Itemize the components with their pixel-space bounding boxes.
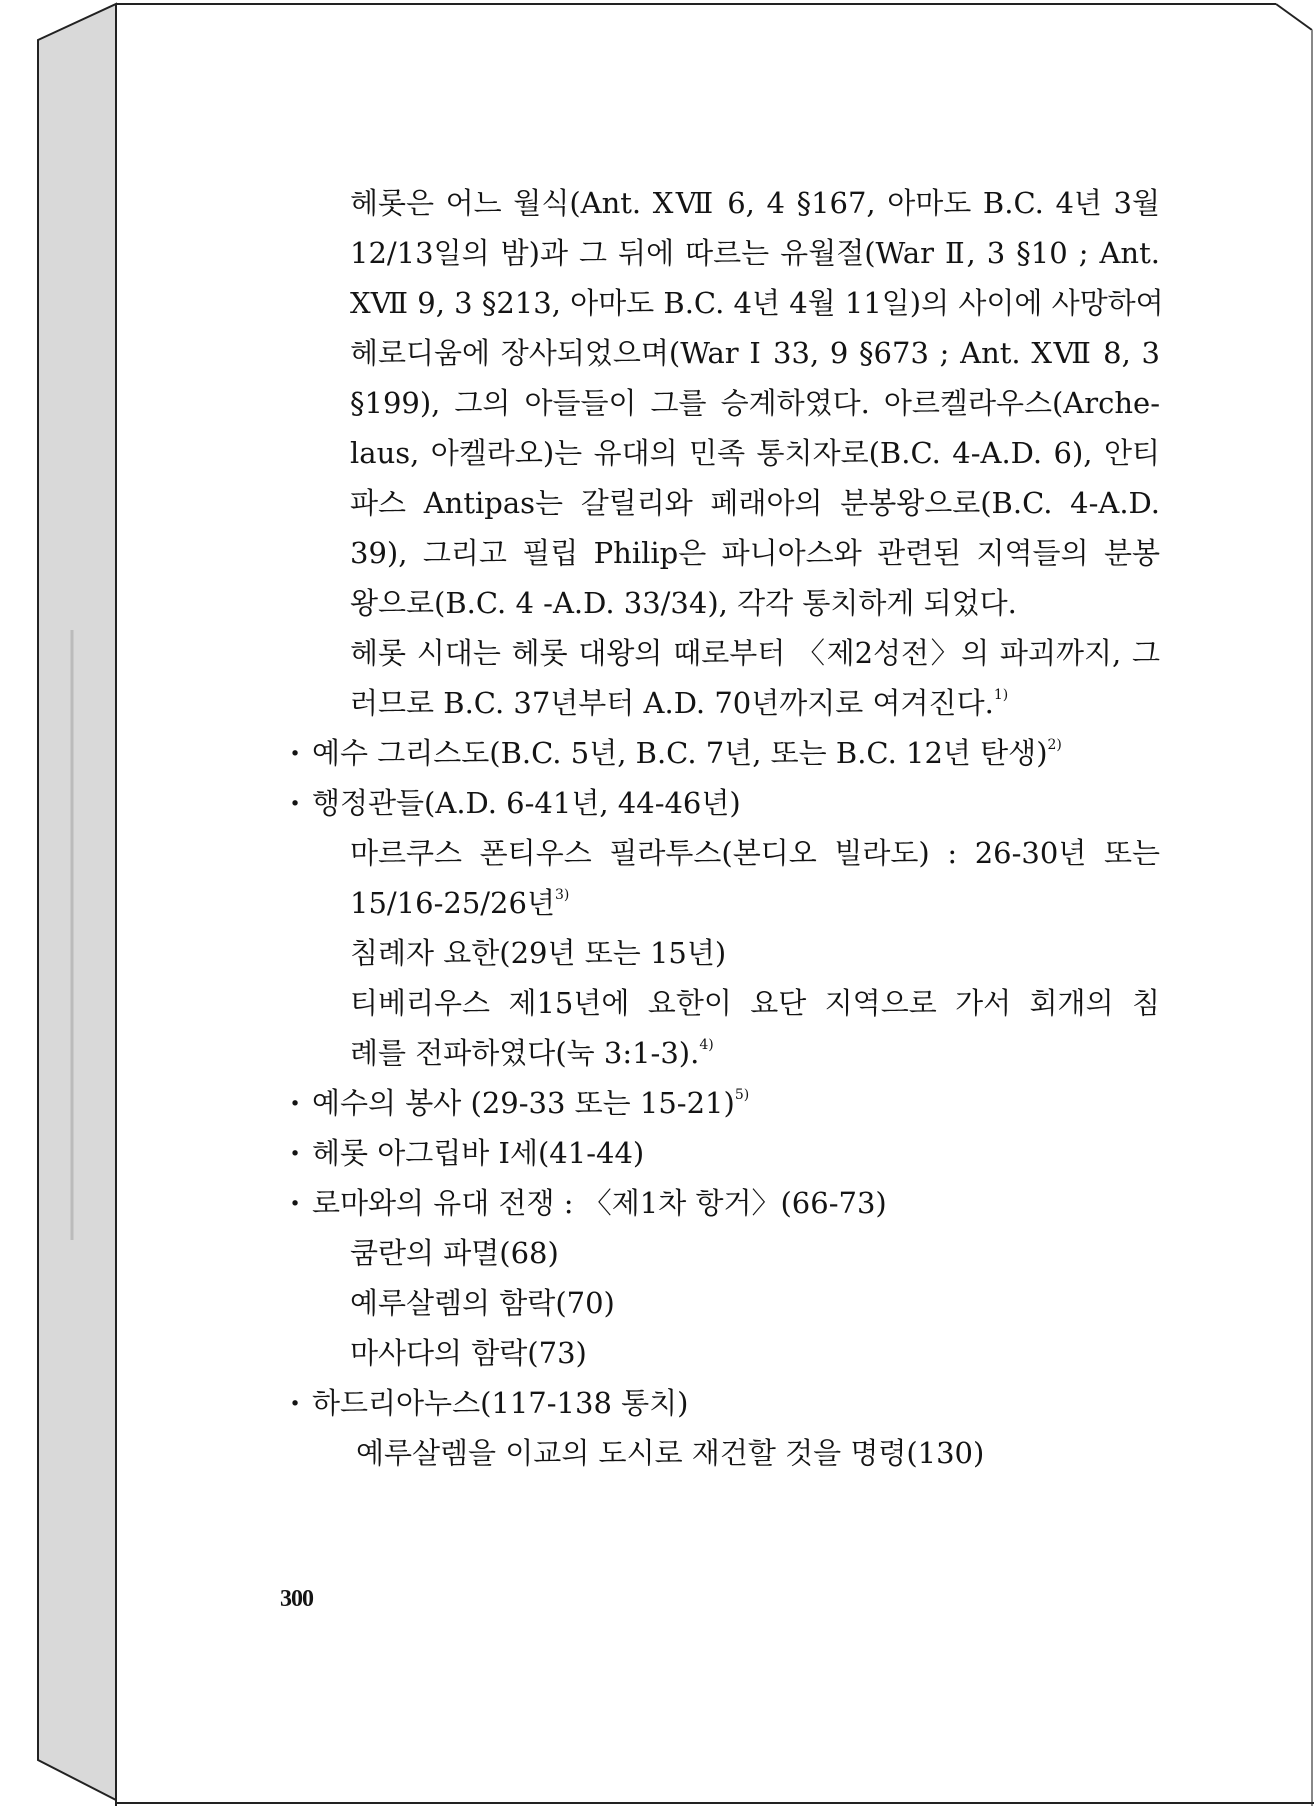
bullet-text: 예수 그리스도(B.C. 5년, B.C. 7년, 또는 B.C. 12년 탄생) xyxy=(312,736,1048,770)
footnote-marker: 3) xyxy=(554,887,570,903)
paragraph-herod-death xyxy=(290,178,1164,628)
bullet-text: 예수의 봉사 (29-33 또는 15-21) xyxy=(312,1086,735,1120)
footnote-marker: 2) xyxy=(1047,737,1062,753)
bullet-marker: · xyxy=(290,1186,301,1220)
text-line: 파스 Antipas는 갈릴리와 페래아의 분봉왕으로(B.C. 4-A.D. xyxy=(350,486,1160,520)
footnote-marker: 5) xyxy=(734,1087,750,1103)
sub-item-aelia-capitolina: 예루살렘을 이교의 도시로 재건할 것을 명령(130) xyxy=(356,1436,985,1470)
paragraph-herodian-period xyxy=(290,628,1160,728)
bullet-marker: · xyxy=(290,1086,301,1120)
sub-item-tiberius: 티베리우스 제15년에 요한이 요단 지역으로 가서 회개의 침 xyxy=(350,986,1160,1020)
bullet-jesus-ministry xyxy=(290,1078,1160,1128)
page-number: 300 xyxy=(280,1586,313,1612)
bullet-text: 하드리아누스(117-138 통치) xyxy=(312,1386,689,1420)
text-line: XⅦ 9, 3 §213, 아마도 B.C. 4년 4월 11일)의 사이에 사망하여 xyxy=(350,286,1164,320)
sub-item-masada-fall: 마사다의 함락(73) xyxy=(350,1336,587,1370)
footnote-marker: 1) xyxy=(993,687,1009,703)
text-line: 12/13일의 밤)과 그 뒤에 따르는 유월절(War Ⅱ, 3 §10 ; Ant. xyxy=(350,236,1160,270)
book-spine xyxy=(38,4,116,1800)
text-line: 헤롯은 어느 월식(Ant. XⅦ 6, 4 §167, 아마도 B.C. 4년 3월 xyxy=(350,186,1160,220)
footnote-marker: 4) xyxy=(699,1037,714,1053)
page-content xyxy=(290,178,1164,1478)
bullet-text: 로마와의 유대 전쟁 : 〈제1차 항거〉(66-73) xyxy=(312,1186,887,1220)
sub-item-john-baptist: 침례자 요한(29년 또는 15년) xyxy=(350,936,727,970)
bullet-marker: · xyxy=(290,786,301,820)
timeline-list xyxy=(290,728,1160,1478)
text-line xyxy=(350,678,1160,728)
sub-item-text: 례를 전파하였다(눅 3:1-3). xyxy=(350,1036,700,1070)
text-line: 헤롯 시대는 헤롯 대왕의 때로부터 〈제2성전〉의 파괴까지, 그 xyxy=(350,636,1160,670)
text-line-content: 러므로 B.C. 37년부터 A.D. 70년까지로 여겨진다. xyxy=(350,686,994,720)
sub-item-pilate: 마르쿠스 폰티우스 필라투스(본디오 빌라도) : 26-30년 또는 xyxy=(350,836,1160,870)
text-line: 헤로디움에 장사되었으며(War Ⅰ 33, 9 §673 ; Ant. XⅦ 8, 3 xyxy=(350,336,1160,370)
bullet-marker: · xyxy=(290,1386,301,1420)
bullet-jewish-war xyxy=(290,1178,1160,1228)
sub-item-pilate-alt xyxy=(350,878,1160,928)
sub-item-jerusalem-fall: 예루살렘의 함락(70) xyxy=(350,1286,615,1320)
bullet-marker: · xyxy=(290,1136,301,1170)
text-line: §199), 그의 아들들이 그를 승계하였다. 아르켈라우스(Arche- xyxy=(350,386,1160,420)
sub-item-qumran: 쿰란의 파멸(68) xyxy=(350,1236,559,1270)
text-line: 왕으로(B.C. 4 -A.D. 33/34), 각각 통치하게 되었다. xyxy=(350,586,1017,620)
sub-item-text: 15/16-25/26년 xyxy=(350,886,555,920)
bullet-prefects xyxy=(290,778,1160,828)
sub-item-tiberius-cont xyxy=(350,1028,1160,1078)
text-line: laus, 아켈라오)는 유대의 민족 통치자로(B.C. 4-A.D. 6), 안티 xyxy=(350,436,1160,470)
bullet-text: 행정관들(A.D. 6-41년, 44-46년) xyxy=(312,786,741,820)
bullet-jesus-birth xyxy=(290,728,1160,778)
bullet-text: 헤롯 아그립바 Ⅰ세(41-44) xyxy=(312,1136,645,1170)
bullet-agrippa xyxy=(290,1128,1160,1178)
text-line: 39), 그리고 필립 Philip은 파니아스와 관련된 지역들의 분봉 xyxy=(350,536,1160,570)
bullet-hadrian xyxy=(290,1378,1160,1428)
bullet-marker: · xyxy=(290,736,301,770)
